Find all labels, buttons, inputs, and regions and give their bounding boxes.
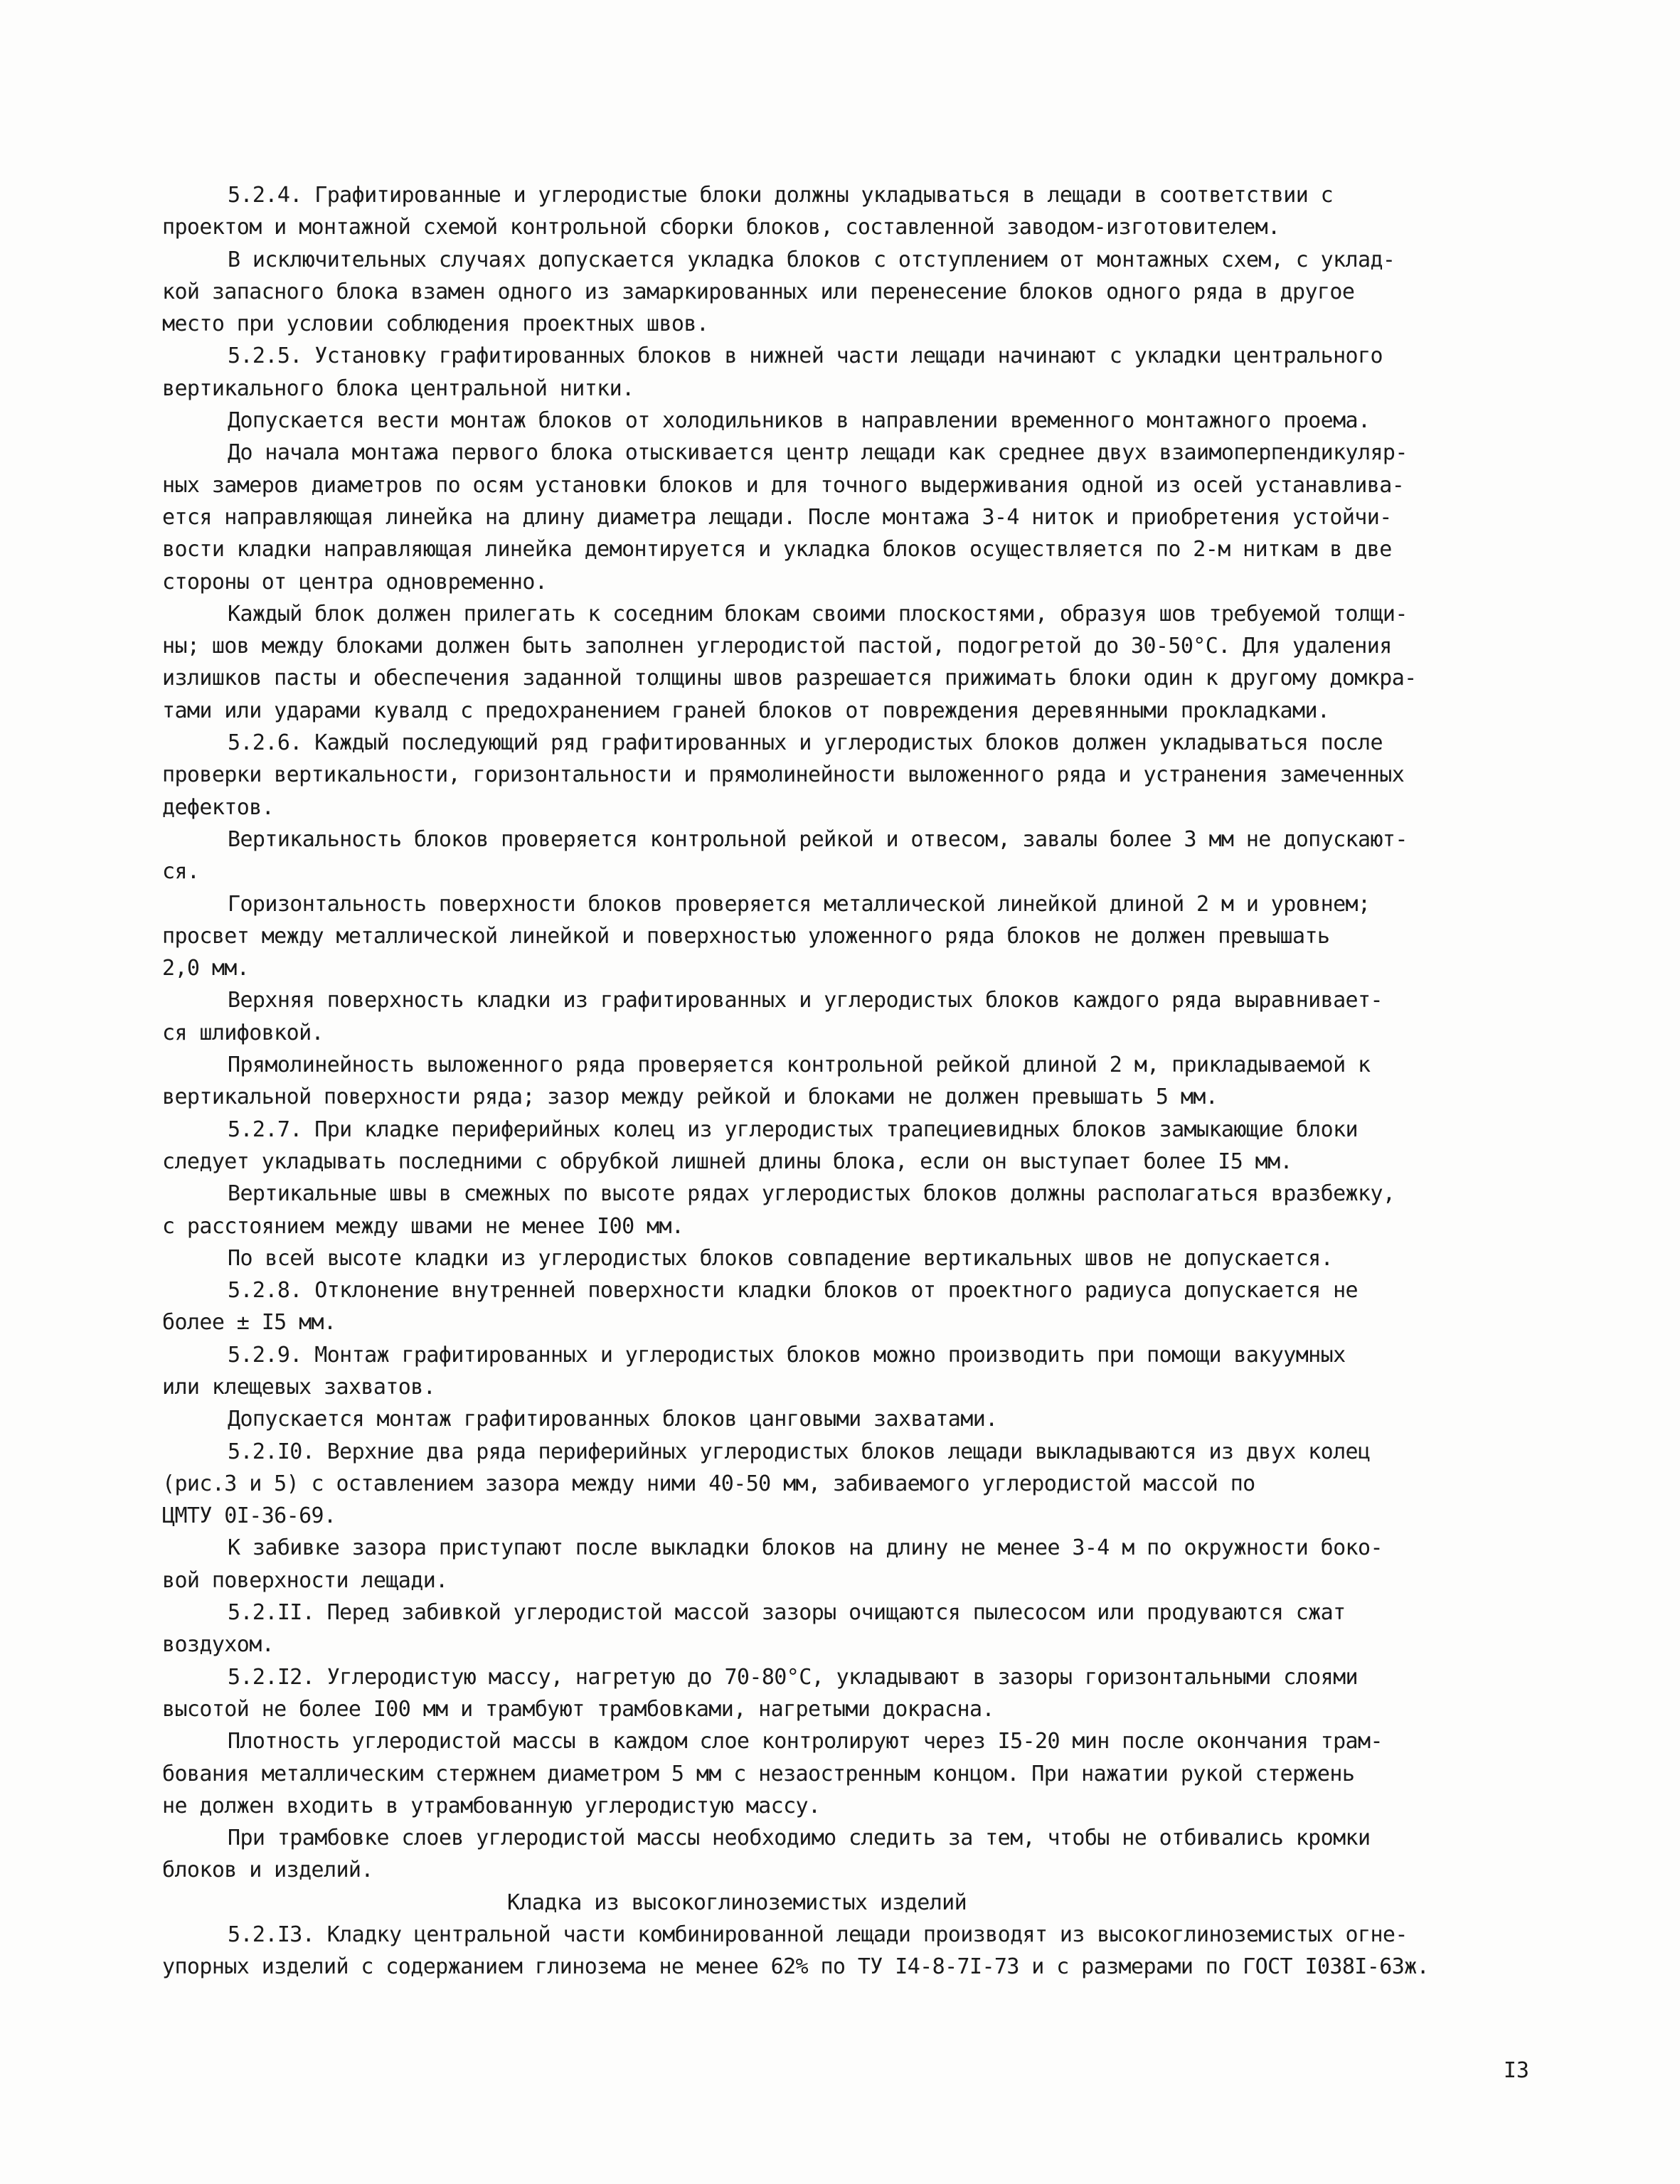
text-line: 5.2.9. Монтаж графитированных и углеродистых блоков можно производить при помощи вакуумных — [228, 1342, 1346, 1368]
text-line: Прямолинейность выложенного ряда проверяется контрольной рейкой длиной 2 м, прикладываемой к — [228, 1053, 1371, 1078]
section-heading: Кладка из высокоглиноземистых изделий — [507, 1890, 967, 1915]
text-line: При трамбовке слоев углеродистой массы необходимо следить за тем, чтобы не отбивались кромки — [228, 1826, 1371, 1851]
text-line: излишков пасты и обеспечения заданной толщины швов разрешается прижимать блоки один к другому домкра- — [162, 666, 1417, 691]
text-line: До начала монтажа первого блока отыскивается центр лещади как среднее двух взаимоперпендикуляр- — [228, 440, 1408, 466]
text-line: Вертикальные швы в смежных по высоте рядах углеродистых блоков должны располагаться вразбежку, — [228, 1181, 1395, 1207]
text-line: блоков и изделий. — [162, 1858, 373, 1883]
text-line: 5.2.5. Установку графитированных блоков в нижней части лещади начинают с укладки центрального — [228, 343, 1383, 369]
text-line: вости кладки направляющая линейка демонтируется и укладка блоков осуществляется по 2-м ниткам в две — [162, 537, 1392, 563]
text-line: не должен входить в утрамбованную углеродистую массу. — [162, 1793, 821, 1818]
text-line: Вертикальность блоков проверяется контрольной рейкой и отвесом, завалы более 3 мм не допускают- — [228, 826, 1408, 852]
text-line: К забивке зазора приступают после выкладки блоков на длину не менее 3-4 м по окружности боко- — [228, 1535, 1383, 1561]
body-text — [162, 179, 1528, 1983]
page-number: I3 — [1503, 2058, 1529, 2083]
text-line: 5.2.II. Перед забивкой углеродистой массой зазоры очищаются пылесосом или продуваются сжат — [228, 1600, 1346, 1626]
text-line: Каждый блок должен прилегать к соседним блокам своими плоскостями, образуя шов требуемой толщи- — [228, 601, 1408, 627]
text-line: вой поверхности лещади. — [162, 1567, 448, 1593]
text-line: с расстоянием между швами не менее I00 мм. — [162, 1213, 684, 1239]
text-line: Верхняя поверхность кладки из графитированных и углеродистых блоков каждого ряда выравнивает- — [228, 988, 1383, 1013]
text-line: 5.2.6. Каждый последующий ряд графитированных и углеродистых блоков должен укладываться после — [228, 730, 1383, 756]
text-line: вертикальной поверхности ряда; зазор между рейкой и блоками не должен превышать 5 мм. — [162, 1085, 1218, 1110]
text-line: В исключительных случаях допускается укладка блоков с отступлением от монтажных схем, с уклад- — [228, 247, 1395, 272]
text-line: ны; шов между блоками должен быть заполнен углеродистой пастой, подогретой до 30-50°С. Для удаления — [162, 634, 1392, 659]
text-line: более ± I5 мм. — [162, 1310, 336, 1336]
text-line: проектом и монтажной схемой контрольной сборки блоков, составленной заводом-изготовителем. — [162, 215, 1280, 240]
text-line: 2,0 мм. — [162, 956, 250, 981]
text-line: 5.2.4. Графитированные и углеродистые блоки должны укладываться в лещади в соответствии с — [228, 183, 1334, 208]
text-line: Плотность углеродистой массы в каждом слое контролируют через I5-20 мин после окончания трам- — [228, 1729, 1383, 1754]
text-line: упорных изделий с содержанием глинозема не менее 62% по ТУ I4-8-7I-73 и с размерами по ГОСТ I038I-63ж. — [162, 1954, 1430, 1980]
text-line: 5.2.I2. Углеродистую массу, нагретую до 70-80°С, укладывают в зазоры горизонтальными слоями — [228, 1664, 1358, 1690]
text-line: тами или ударами кувалд с предохранением граней блоков от повреждения деревянными прокладками. — [162, 698, 1330, 723]
text-line: следует укладывать последними с обрубкой лишней длины блока, если он выступает более I5 мм. — [162, 1149, 1292, 1174]
text-line: 5.2.8. Отклонение внутренней поверхности кладки блоков от проектного радиуса допускается не — [228, 1278, 1358, 1304]
text-line: воздухом. — [162, 1632, 275, 1658]
text-line: место при условии соблюдения проектных швов. — [162, 311, 709, 337]
text-line: 5.2.I3. Кладку центральной части комбинированной лещади производят из высокоглиноземистых огне- — [228, 1922, 1408, 1948]
text-line: проверки вертикальности, горизонтальности и прямолинейности выложенного ряда и устранения замеченных — [162, 762, 1405, 788]
text-line: ся. — [162, 859, 200, 885]
text-line: ных замеров диаметров по осям установки блоков и для точного выдерживания одной из осей устанавлива- — [162, 472, 1405, 498]
text-line: или клещевых захватов. — [162, 1374, 436, 1400]
text-line: По всей высоте кладки из углеродистых блоков совпадение вертикальных швов не допускается. — [228, 1245, 1334, 1271]
text-line: кой запасного блока взамен одного из замаркированных или перенесение блоков одного ряда в другое — [162, 279, 1355, 304]
text-line: вертикального блока центральной нитки. — [162, 375, 634, 401]
text-line: высотой не более I00 мм и трамбуют трамбовками, нагретыми докрасна. — [162, 1696, 994, 1722]
text-line: 5.2.I0. Верхние два ряда периферийных углеродистых блоков лещади выкладываются из двух колец — [228, 1439, 1371, 1464]
text-line: дефектов. — [162, 794, 275, 820]
text-line: стороны от центра одновременно. — [162, 569, 548, 595]
text-line: ся шлифовкой. — [162, 1020, 324, 1045]
text-line: Горизонтальность поверхности блоков проверяется металлической линейкой длиной 2 м и уровнем; — [228, 891, 1371, 917]
text-line: 5.2.7. При кладке периферийных колец из углеродистых трапециевидных блоков замыкающие блоки — [228, 1117, 1358, 1142]
text-line: ЦМТУ 0I-36-69. — [162, 1503, 336, 1529]
text-line: Допускается вести монтаж блоков от холодильников в направлении временного монтажного проема. — [228, 408, 1371, 434]
text-line: ется направляющая линейка на длину диаметра лещади. После монтажа 3-4 ниток и приобретения устойчи- — [162, 504, 1392, 530]
text-line: просвет между металлической линейкой и поверхностью уложенного ряда блоков не должен превышать — [162, 923, 1330, 949]
text-line: (рис.3 и 5) с оставлением зазора между ними 40-50 мм, забиваемого углеродистой массой по — [162, 1471, 1255, 1496]
text-line: Допускается монтаж графитированных блоков цанговыми захватами. — [228, 1407, 998, 1432]
text-line: бования металлическим стержнем диаметром 5 мм с незаостренным концом. При нажатии рукой стержень — [162, 1761, 1355, 1786]
